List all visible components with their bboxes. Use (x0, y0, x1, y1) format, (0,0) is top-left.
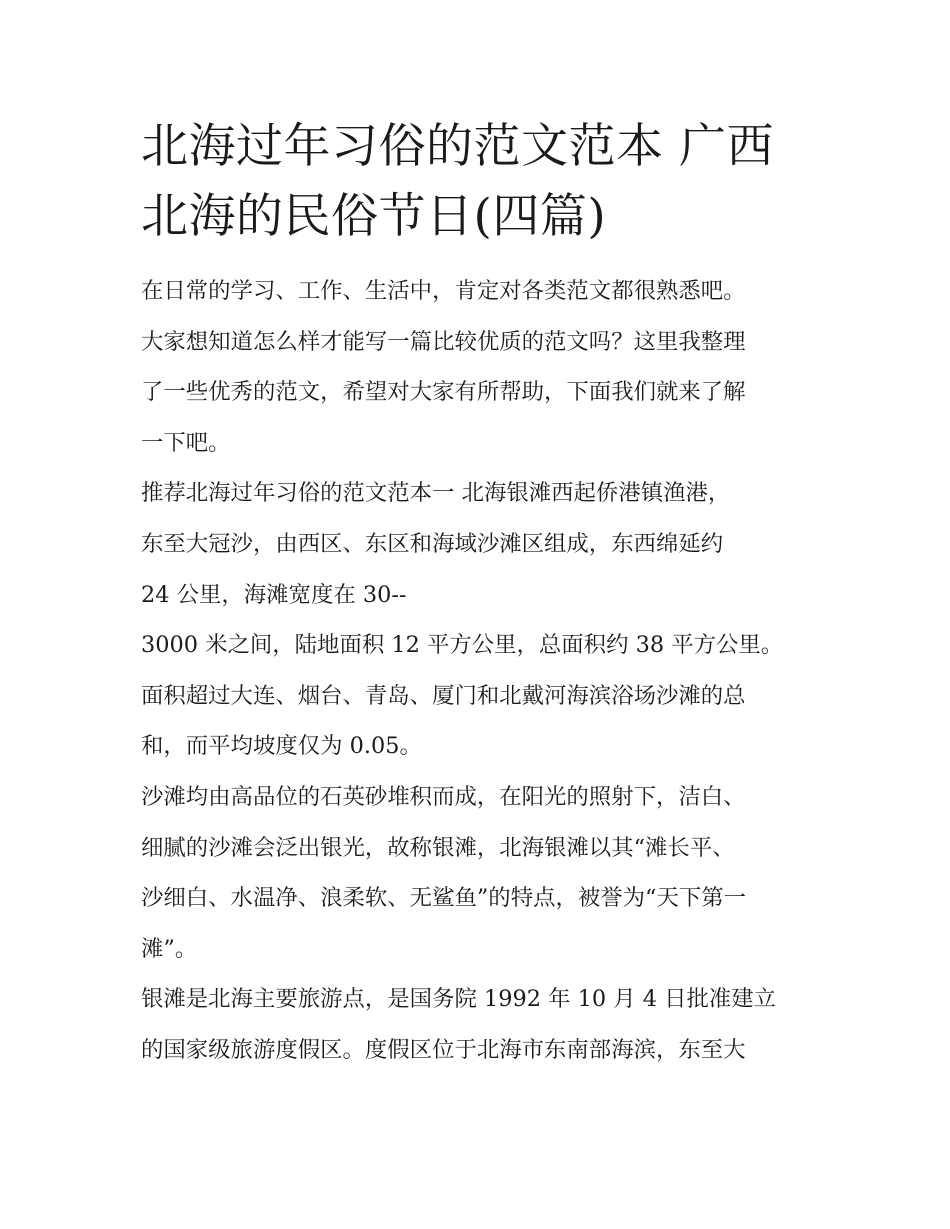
text-line: 大家想知道怎么样才能写一篇比较优质的范文吗？这里我整理 (141, 328, 746, 355)
text-line: 推荐北海过年习俗的范文范本一 北海银滩西起侨港镇渔港， (141, 480, 731, 507)
text-line: 沙细白、水温净、浪柔软、无鲨鱼”的特点，被誉为“天下第一 (141, 885, 747, 912)
text-line: 在日常的学习、工作、生活中，肯定对各类范文都很熟悉吧。 (141, 278, 746, 304)
text-line: 3000 米之间，陆地面积 12 平方公里，总面积约 38 平方公里。 (141, 632, 784, 659)
text-line: 的国家级旅游度假区。度假区位于北海市东南部海滨，东至大 (141, 1036, 746, 1063)
document-page (141, 112, 816, 1076)
text-line: 沙滩均由高品位的石英砂堆积而成，在阳光的照射下，洁白、 (141, 783, 746, 810)
text-line: 了一些优秀的范文，希望对大家有所帮助，下面我们就来了解 (141, 379, 746, 406)
title-line: 北海过年习俗的范文范本 广西 (141, 119, 774, 174)
document-body (141, 266, 816, 1076)
text-line: 和，而平均坡度仅为 0.05。 (141, 733, 422, 760)
document-title (141, 112, 816, 252)
text-line: 东至大冠沙，由西区、东区和海域沙滩区组成，东西绵延约 (141, 530, 724, 557)
title-line: 北海的民俗节日(四篇) (141, 189, 607, 244)
text-line: 银滩是北海主要旅游点，是国务院 1992 年 10 月 4 日批准建立 (141, 986, 777, 1013)
text-line: 一下吧。 (141, 429, 231, 456)
text-line: 面积超过大连、烟台、青岛、厦门和北戴河海滨浴场沙滩的总 (141, 682, 746, 709)
text-line: 24 公里，海滩宽度在 30-- (141, 581, 407, 608)
text-line: 滩”。 (141, 935, 198, 962)
text-line: 细腻的沙滩会泛出银光，故称银滩，北海银滩以其“滩长平、 (141, 834, 735, 861)
